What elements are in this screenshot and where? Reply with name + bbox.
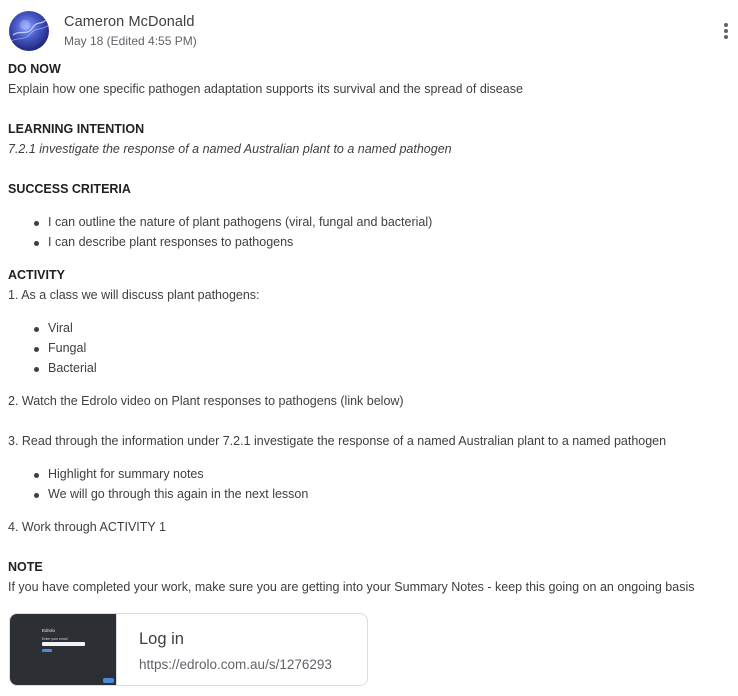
- dot: [724, 29, 728, 33]
- list-item: Highlight for summary notes: [48, 467, 204, 481]
- activity-step-3: 3. Read through the information under 7.2.1 investigate the response of a named Australian plant to a named pathogen: [8, 434, 667, 448]
- activity-step-4: 4. Work through ACTIVITY 1: [8, 520, 166, 534]
- do-now-heading: DO NOW: [8, 62, 61, 76]
- dot: [724, 23, 728, 27]
- note-heading: NOTE: [8, 560, 43, 574]
- thumbnail-logo: Edrolo: [42, 628, 56, 633]
- thumbnail-chat-icon: [103, 678, 114, 683]
- avatar[interactable]: [9, 11, 49, 51]
- link-attachment-card[interactable]: [9, 613, 368, 686]
- author-name[interactable]: Cameron McDonald: [64, 14, 195, 30]
- learning-intention-heading: LEARNING INTENTION: [8, 122, 145, 136]
- do-now-text: Explain how one specific pathogen adaptation supports its survival and the spread of disease: [8, 82, 523, 96]
- success-criteria-heading: SUCCESS CRITERIA: [8, 182, 131, 196]
- activity-heading: ACTIVITY: [8, 268, 65, 282]
- avatar-image-icon: [9, 11, 49, 51]
- thumbnail-label: Enter your email: [42, 637, 68, 641]
- list-item: We will go through this again in the next lesson: [48, 487, 309, 501]
- more-vert-icon[interactable]: [716, 20, 736, 42]
- attachment-text: [117, 614, 352, 685]
- attachment-title[interactable]: Log in: [139, 630, 184, 648]
- list-item: Bacterial: [48, 361, 97, 375]
- list-item: Fungal: [48, 341, 87, 355]
- thumbnail-button: [42, 649, 52, 652]
- activity-step-1: 1. As a class we will discuss plant pathogens:: [8, 288, 260, 302]
- attachment-url[interactable]: https://edrolo.com.au/s/1276293: [139, 657, 332, 672]
- activity-step-2: 2. Watch the Edrolo video on Plant responses to pathogens (link below): [8, 394, 404, 408]
- learning-intention-text: 7.2.1 investigate the response of a named Australian plant to a named pathogen: [8, 142, 452, 156]
- dot: [724, 35, 728, 39]
- list-item: I can outline the nature of plant pathogens (viral, fungal and bacterial): [48, 215, 433, 229]
- thumbnail-field: [42, 642, 85, 646]
- list-item: Viral: [48, 321, 73, 335]
- attachment-thumbnail: [10, 614, 117, 685]
- list-item: I can describe plant responses to pathogens: [48, 235, 294, 249]
- note-text: If you have completed your work, make sure you are getting into your Summary Notes - keep this going on an ongoing basis: [8, 580, 695, 594]
- post-date: May 18 (Edited 4:55 PM): [64, 34, 197, 48]
